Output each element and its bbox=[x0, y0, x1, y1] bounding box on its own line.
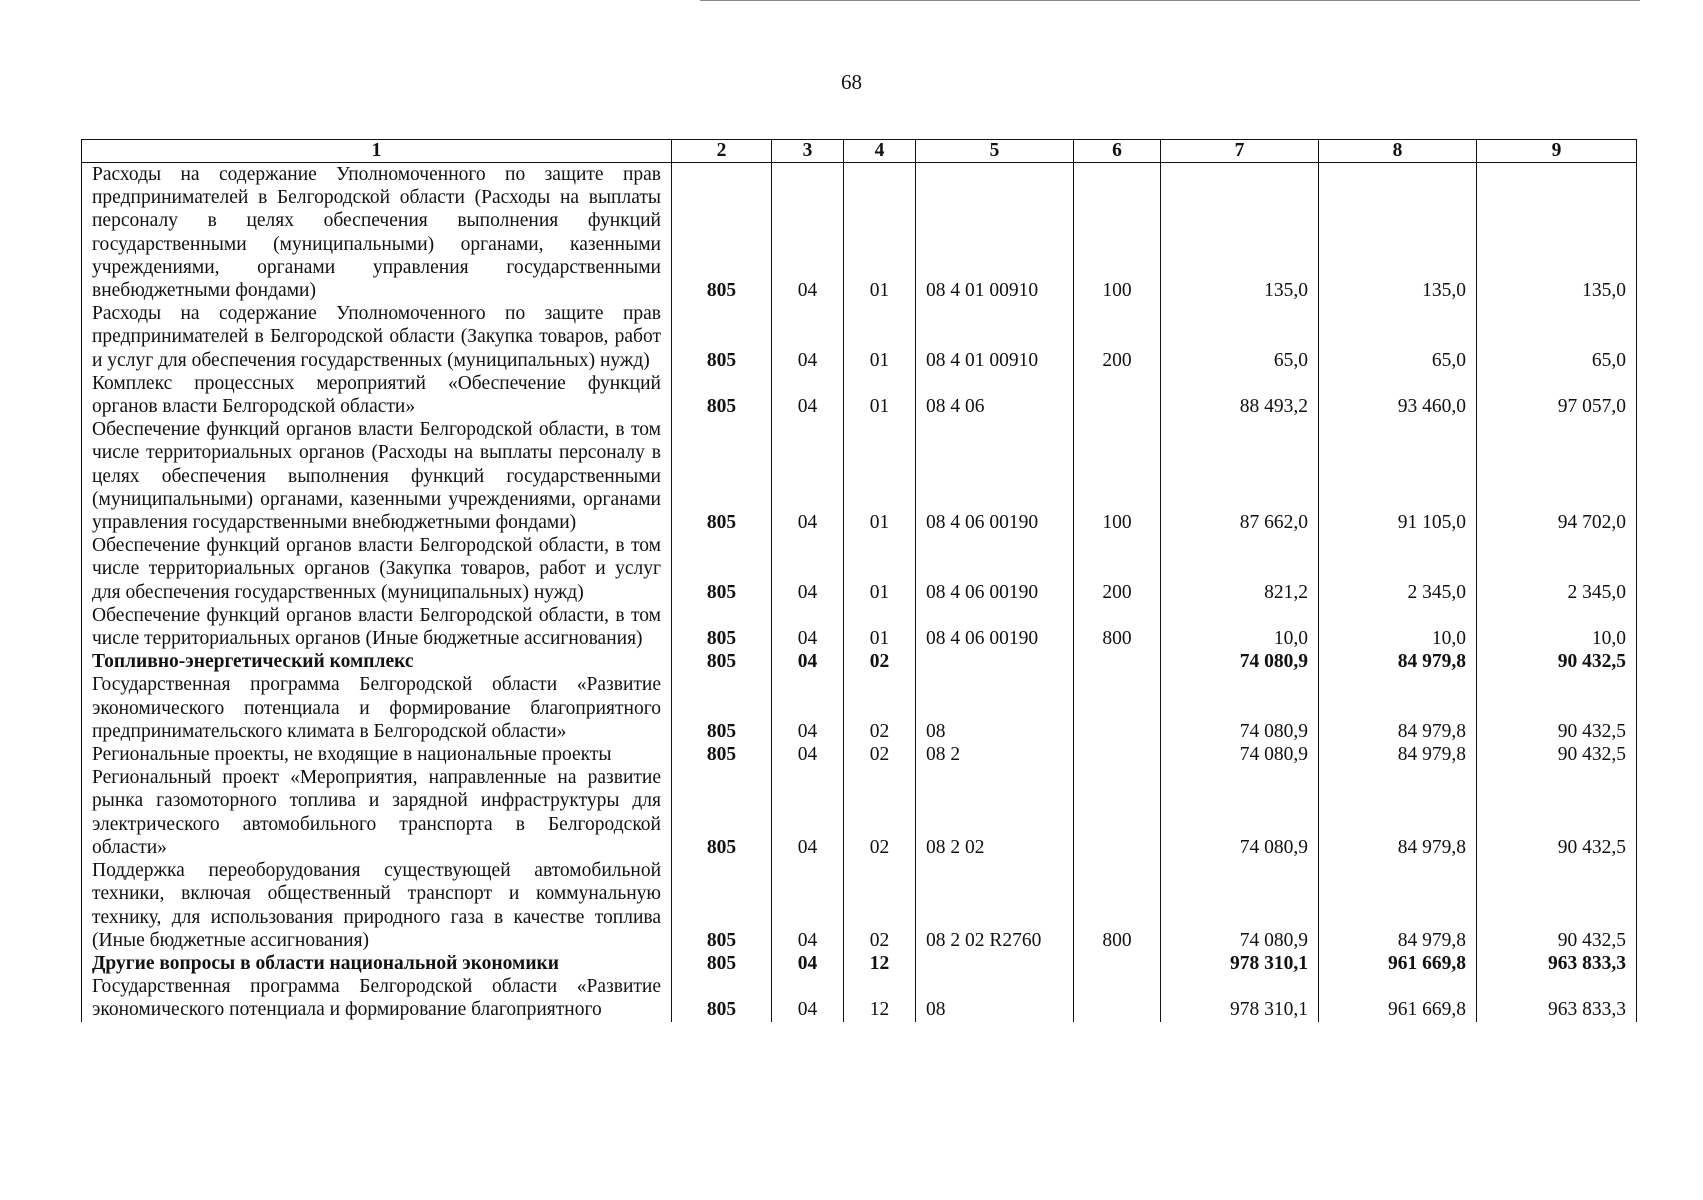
row-ministry-code: 805 bbox=[672, 302, 772, 372]
row-amount-year-1: 821,2 bbox=[1161, 534, 1319, 604]
row-expense-type: 100 bbox=[1074, 163, 1161, 303]
table-row bbox=[82, 743, 1637, 766]
row-amount-year-1: 65,0 bbox=[1161, 302, 1319, 372]
row-target-article: 08 bbox=[916, 975, 1074, 1021]
row-amount-year-2: 961 669,8 bbox=[1319, 975, 1477, 1021]
row-expense-type bbox=[1074, 372, 1161, 418]
table-row bbox=[82, 372, 1637, 418]
row-amount-year-1: 10,0 bbox=[1161, 604, 1319, 650]
row-amount-year-3: 2 345,0 bbox=[1477, 534, 1637, 604]
header-col-1: 1 bbox=[82, 140, 672, 163]
row-ministry-code: 805 bbox=[672, 859, 772, 952]
row-ministry-code: 805 bbox=[672, 418, 772, 534]
row-section-code: 04 bbox=[772, 604, 844, 650]
row-subsection-code: 01 bbox=[844, 163, 916, 303]
row-description: Обеспечение функций органов власти Белгородской области, в том числе территориальных органов (Иные бюджетные ассигнования) bbox=[82, 604, 672, 650]
page-number: 68 bbox=[841, 70, 862, 94]
row-ministry-code: 805 bbox=[672, 372, 772, 418]
row-section-code: 04 bbox=[772, 952, 844, 975]
table-row bbox=[82, 302, 1637, 372]
row-target-article: 08 4 06 bbox=[916, 372, 1074, 418]
header-col-7: 7 bbox=[1161, 140, 1319, 163]
row-description: Обеспечение функций органов власти Белгородской области, в том числе территориальных органов (Закупка товаров, работ и услуг для обеспечения государственных (муниципальных) нужд) bbox=[82, 534, 672, 604]
row-amount-year-2: 2 345,0 bbox=[1319, 534, 1477, 604]
row-description: Государственная программа Белгородской области «Развитие экономического потенциала и формирование благоприятного предпринимательского климата в Белгородской области» bbox=[82, 673, 672, 743]
row-description: Комплекс процессных мероприятий «Обеспечение функций органов власти Белгородской области» bbox=[82, 372, 672, 418]
table-row bbox=[82, 604, 1637, 650]
row-target-article: 08 4 06 00190 bbox=[916, 534, 1074, 604]
row-expense-type bbox=[1074, 743, 1161, 766]
row-amount-year-1: 74 080,9 bbox=[1161, 766, 1319, 859]
row-description: Региональный проект «Мероприятия, направленные на развитие рынка газомоторного топлива и зарядной инфраструктуры для электрического автомобильного транспорта в Белгородской области» bbox=[82, 766, 672, 859]
row-ministry-code: 805 bbox=[672, 952, 772, 975]
table-body bbox=[82, 163, 1637, 1022]
table-row bbox=[82, 766, 1637, 859]
row-subsection-code: 02 bbox=[844, 859, 916, 952]
row-description: Поддержка переоборудования существующей автомобильной техники, включая общественный транспорт и коммунальную технику, для использования природного газа в качестве топлива (Иные бюджетные ассигнования) bbox=[82, 859, 672, 952]
budget-table bbox=[81, 139, 1637, 1022]
row-target-article: 08 4 06 00190 bbox=[916, 604, 1074, 650]
row-target-article: 08 4 06 00190 bbox=[916, 418, 1074, 534]
header-row bbox=[82, 140, 1637, 163]
table-row bbox=[82, 418, 1637, 534]
row-amount-year-2: 93 460,0 bbox=[1319, 372, 1477, 418]
row-description: Расходы на содержание Уполномоченного по защите прав предпринимателей в Белгородской области (Закупка товаров, работ и услуг для обеспечения государственных (муниципальных) нужд) bbox=[82, 302, 672, 372]
header-col-8: 8 bbox=[1319, 140, 1477, 163]
row-subsection-code: 02 bbox=[844, 766, 916, 859]
row-target-article: 08 2 bbox=[916, 743, 1074, 766]
table-row bbox=[82, 163, 1637, 303]
row-ministry-code: 805 bbox=[672, 534, 772, 604]
row-section-code: 04 bbox=[772, 766, 844, 859]
row-section-code: 04 bbox=[772, 534, 844, 604]
table-row bbox=[82, 534, 1637, 604]
row-section-code: 04 bbox=[772, 975, 844, 1021]
row-subsection-code: 02 bbox=[844, 650, 916, 673]
table-row bbox=[82, 952, 1637, 975]
row-amount-year-2: 84 979,8 bbox=[1319, 766, 1477, 859]
row-amount-year-3: 90 432,5 bbox=[1477, 650, 1637, 673]
row-ministry-code: 805 bbox=[672, 163, 772, 303]
row-amount-year-1: 74 080,9 bbox=[1161, 743, 1319, 766]
row-amount-year-1: 88 493,2 bbox=[1161, 372, 1319, 418]
row-ministry-code: 805 bbox=[672, 604, 772, 650]
row-expense-type: 200 bbox=[1074, 534, 1161, 604]
row-amount-year-1: 978 310,1 bbox=[1161, 975, 1319, 1021]
row-section-code: 04 bbox=[772, 673, 844, 743]
row-target-article bbox=[916, 650, 1074, 673]
row-amount-year-3: 94 702,0 bbox=[1477, 418, 1637, 534]
row-ministry-code: 805 bbox=[672, 766, 772, 859]
row-amount-year-3: 10,0 bbox=[1477, 604, 1637, 650]
row-expense-type: 800 bbox=[1074, 604, 1161, 650]
row-amount-year-2: 961 669,8 bbox=[1319, 952, 1477, 975]
row-ministry-code: 805 bbox=[672, 673, 772, 743]
row-expense-type bbox=[1074, 766, 1161, 859]
row-description: Региональные проекты, не входящие в национальные проекты bbox=[82, 743, 672, 766]
row-description: Государственная программа Белгородской области «Развитие экономического потенциала и формирование благоприятного bbox=[82, 975, 672, 1021]
row-amount-year-3: 135,0 bbox=[1477, 163, 1637, 303]
row-amount-year-3: 97 057,0 bbox=[1477, 372, 1637, 418]
table-row bbox=[82, 673, 1637, 743]
row-section-code: 04 bbox=[772, 163, 844, 303]
row-section-code: 04 bbox=[772, 650, 844, 673]
row-subsection-code: 01 bbox=[844, 418, 916, 534]
row-section-code: 04 bbox=[772, 372, 844, 418]
row-subsection-code: 01 bbox=[844, 302, 916, 372]
row-amount-year-2: 135,0 bbox=[1319, 163, 1477, 303]
row-amount-year-3: 90 432,5 bbox=[1477, 673, 1637, 743]
header-col-3: 3 bbox=[772, 140, 844, 163]
row-expense-type bbox=[1074, 673, 1161, 743]
row-section-code: 04 bbox=[772, 743, 844, 766]
row-expense-type bbox=[1074, 650, 1161, 673]
row-target-article: 08 bbox=[916, 673, 1074, 743]
row-amount-year-1: 135,0 bbox=[1161, 163, 1319, 303]
row-target-article: 08 4 01 00910 bbox=[916, 302, 1074, 372]
row-expense-type bbox=[1074, 952, 1161, 975]
header-col-6: 6 bbox=[1074, 140, 1161, 163]
row-target-article: 08 2 02 bbox=[916, 766, 1074, 859]
row-target-article: 08 2 02 R2760 bbox=[916, 859, 1074, 952]
row-section-code: 04 bbox=[772, 859, 844, 952]
row-expense-type bbox=[1074, 975, 1161, 1021]
row-amount-year-2: 65,0 bbox=[1319, 302, 1477, 372]
row-amount-year-1: 74 080,9 bbox=[1161, 859, 1319, 952]
row-amount-year-3: 90 432,5 bbox=[1477, 743, 1637, 766]
row-description: Другие вопросы в области национальной экономики bbox=[82, 952, 672, 975]
row-ministry-code: 805 bbox=[672, 743, 772, 766]
table-row bbox=[82, 650, 1637, 673]
row-description: Расходы на содержание Уполномоченного по защите прав предпринимателей в Белгородской области (Расходы на выплаты персоналу в целях обеспечения выполнения функций государственными (муниципальными) органами, казенными учреждениями, органами управления государственными внебюджетными фондами) bbox=[82, 163, 672, 303]
row-ministry-code: 805 bbox=[672, 975, 772, 1021]
top-rule bbox=[700, 0, 1640, 1]
row-section-code: 04 bbox=[772, 418, 844, 534]
row-subsection-code: 01 bbox=[844, 372, 916, 418]
table-row bbox=[82, 859, 1637, 952]
row-amount-year-3: 65,0 bbox=[1477, 302, 1637, 372]
header-col-4: 4 bbox=[844, 140, 916, 163]
header-col-5: 5 bbox=[916, 140, 1074, 163]
row-description: Обеспечение функций органов власти Белгородской области, в том числе территориальных органов (Расходы на выплаты персоналу в целях обеспечения выполнения функций государственными (муниципальными) органами, казенными учреждениями, органами управления государственными внебюджетными фондами) bbox=[82, 418, 672, 534]
header-col-2: 2 bbox=[672, 140, 772, 163]
row-amount-year-3: 90 432,5 bbox=[1477, 859, 1637, 952]
row-subsection-code: 12 bbox=[844, 952, 916, 975]
row-amount-year-1: 87 662,0 bbox=[1161, 418, 1319, 534]
row-amount-year-2: 84 979,8 bbox=[1319, 673, 1477, 743]
row-ministry-code: 805 bbox=[672, 650, 772, 673]
row-target-article: 08 4 01 00910 bbox=[916, 163, 1074, 303]
row-amount-year-2: 91 105,0 bbox=[1319, 418, 1477, 534]
row-description: Топливно-энергетический комплекс bbox=[82, 650, 672, 673]
table-row bbox=[82, 975, 1637, 1021]
header-col-9: 9 bbox=[1477, 140, 1637, 163]
row-amount-year-3: 963 833,3 bbox=[1477, 952, 1637, 975]
row-subsection-code: 02 bbox=[844, 673, 916, 743]
row-section-code: 04 bbox=[772, 302, 844, 372]
row-amount-year-2: 84 979,8 bbox=[1319, 859, 1477, 952]
row-amount-year-3: 90 432,5 bbox=[1477, 766, 1637, 859]
row-amount-year-1: 74 080,9 bbox=[1161, 673, 1319, 743]
row-subsection-code: 01 bbox=[844, 604, 916, 650]
row-amount-year-2: 84 979,8 bbox=[1319, 743, 1477, 766]
row-amount-year-1: 74 080,9 bbox=[1161, 650, 1319, 673]
row-expense-type: 200 bbox=[1074, 302, 1161, 372]
row-subsection-code: 12 bbox=[844, 975, 916, 1021]
row-subsection-code: 02 bbox=[844, 743, 916, 766]
row-expense-type: 800 bbox=[1074, 859, 1161, 952]
row-expense-type: 100 bbox=[1074, 418, 1161, 534]
row-subsection-code: 01 bbox=[844, 534, 916, 604]
row-amount-year-3: 963 833,3 bbox=[1477, 975, 1637, 1021]
row-amount-year-2: 10,0 bbox=[1319, 604, 1477, 650]
row-amount-year-2: 84 979,8 bbox=[1319, 650, 1477, 673]
row-amount-year-1: 978 310,1 bbox=[1161, 952, 1319, 975]
row-target-article bbox=[916, 952, 1074, 975]
budget-table-wrap bbox=[81, 139, 1636, 1022]
